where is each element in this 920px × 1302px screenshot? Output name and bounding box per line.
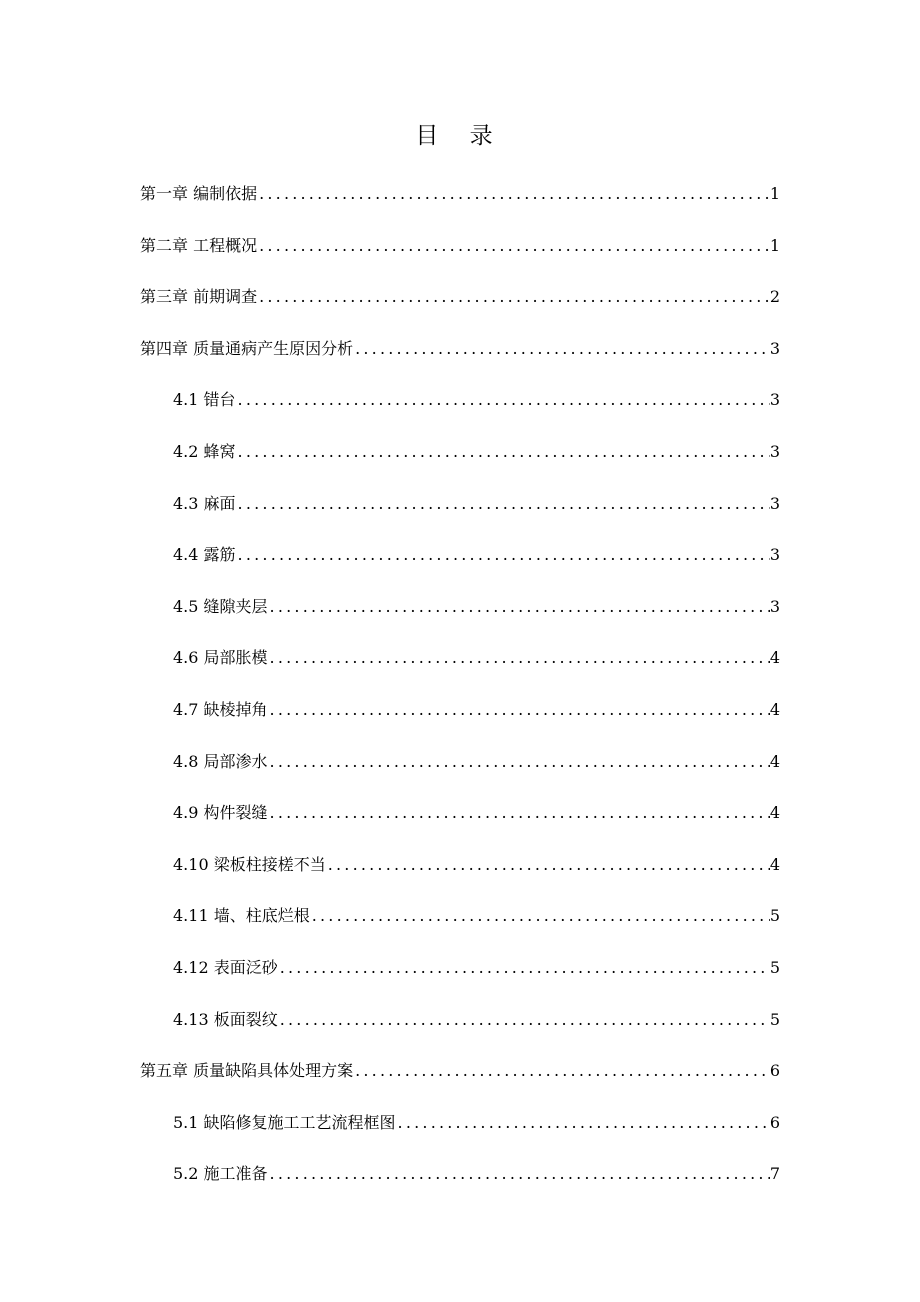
toc-entry[interactable] [140, 1156, 780, 1208]
toc-entry-label: 第五章 质量缺陷具体处理方案 [140, 1061, 354, 1081]
toc-entry-label: 4.1 错台 [173, 390, 236, 410]
toc-entry[interactable] [140, 847, 780, 899]
toc-entry-page-number: 1 [769, 235, 780, 255]
toc-entry-label: 4.10 梁板柱接槎不当 [173, 854, 326, 874]
toc-dot-leader [268, 795, 770, 831]
toc-entry-label: 4.12 表面泛砂 [173, 957, 278, 977]
toc-dot-leader [257, 279, 770, 315]
toc-dot-leader [257, 228, 770, 264]
toc-entry-page-number: 5 [769, 906, 780, 926]
toc-entry[interactable] [140, 279, 780, 331]
toc-entry[interactable] [140, 795, 780, 847]
toc-entry[interactable] [140, 744, 780, 796]
toc-entry-page-number: 5 [769, 957, 780, 977]
toc-entry-label: 4.5 缝隙夹层 [173, 596, 268, 616]
toc-dot-leader [268, 1156, 770, 1192]
toc-entry-label: 4.7 缺棱掉角 [173, 699, 268, 719]
toc-entry-label: 4.11 墙、柱底烂根 [173, 906, 310, 926]
toc-dot-leader [236, 434, 770, 470]
toc-entry-label: 第三章 前期调查 [140, 287, 258, 307]
toc-dot-leader [268, 640, 770, 676]
toc-entry[interactable] [140, 1105, 780, 1157]
toc-dot-leader [278, 1002, 770, 1038]
toc-dot-leader [268, 589, 770, 625]
toc-entry-page-number: 4 [769, 648, 780, 668]
toc-entry-page-number: 3 [769, 441, 780, 461]
toc-entry[interactable] [140, 176, 780, 228]
toc-dot-leader [257, 176, 770, 212]
toc-entry-page-number: 3 [769, 493, 780, 513]
toc-entry-page-number: 3 [769, 596, 780, 616]
toc-entry-label: 4.2 蜂窝 [173, 441, 236, 461]
toc-entry-page-number: 6 [769, 1061, 780, 1081]
toc-entry-label: 4.8 局部渗水 [173, 751, 268, 771]
toc-dot-leader [278, 950, 770, 986]
toc-entry-page-number: 4 [769, 699, 780, 719]
toc-entry-page-number: 2 [769, 287, 780, 307]
toc-dot-leader [396, 1105, 770, 1141]
toc-dot-leader [236, 537, 770, 573]
toc-list [140, 176, 780, 1208]
toc-entry-page-number: 3 [769, 338, 780, 358]
toc-entry-page-number: 4 [769, 751, 780, 771]
toc-title: 目 录 [415, 123, 505, 149]
toc-entry-label: 4.13 板面裂纹 [173, 1009, 278, 1029]
toc-entry-page-number: 4 [769, 854, 780, 874]
toc-entry-page-number: 4 [769, 803, 780, 823]
toc-dot-leader [236, 486, 770, 522]
toc-entry[interactable] [140, 589, 780, 641]
toc-entry[interactable] [140, 640, 780, 692]
toc-entry[interactable] [140, 382, 780, 434]
toc-entry[interactable] [140, 486, 780, 538]
toc-entry-page-number: 3 [769, 390, 780, 410]
toc-entry-label: 第二章 工程概况 [140, 235, 258, 255]
toc-entry[interactable] [140, 1053, 780, 1105]
toc-entry-label: 4.9 构件裂缝 [173, 803, 268, 823]
toc-dot-leader [268, 744, 770, 780]
toc-entry-page-number: 6 [769, 1112, 780, 1132]
toc-entry[interactable] [140, 434, 780, 486]
toc-dot-leader [236, 382, 770, 418]
toc-entry-label: 5.1 缺陷修复施工工艺流程框图 [173, 1112, 396, 1132]
toc-entry-label: 5.2 施工准备 [173, 1164, 268, 1184]
toc-entry[interactable] [140, 1002, 780, 1054]
toc-dot-leader [353, 331, 770, 367]
toc-dot-leader [326, 847, 770, 883]
toc-entry-page-number: 5 [769, 1009, 780, 1029]
toc-dot-leader [268, 692, 770, 728]
toc-entry-page-number: 3 [769, 545, 780, 565]
toc-entry-label: 4.4 露筋 [173, 545, 236, 565]
toc-entry[interactable] [140, 692, 780, 744]
toc-dot-leader [310, 898, 770, 934]
toc-entry[interactable] [140, 537, 780, 589]
toc-entry-label: 第一章 编制依据 [140, 184, 258, 203]
toc-entry-page-number: 7 [769, 1164, 780, 1184]
toc-entry[interactable] [140, 228, 780, 280]
toc-entry-page-number: 1 [769, 184, 780, 203]
toc-entry[interactable] [140, 331, 780, 383]
toc-entry[interactable] [140, 898, 780, 950]
toc-entry-label: 第四章 质量通病产生原因分析 [140, 338, 354, 358]
toc-entry[interactable] [140, 950, 780, 1002]
toc-dot-leader [353, 1053, 770, 1089]
toc-entry-label: 4.6 局部胀模 [173, 648, 268, 668]
toc-entry-label: 4.3 麻面 [173, 493, 236, 513]
